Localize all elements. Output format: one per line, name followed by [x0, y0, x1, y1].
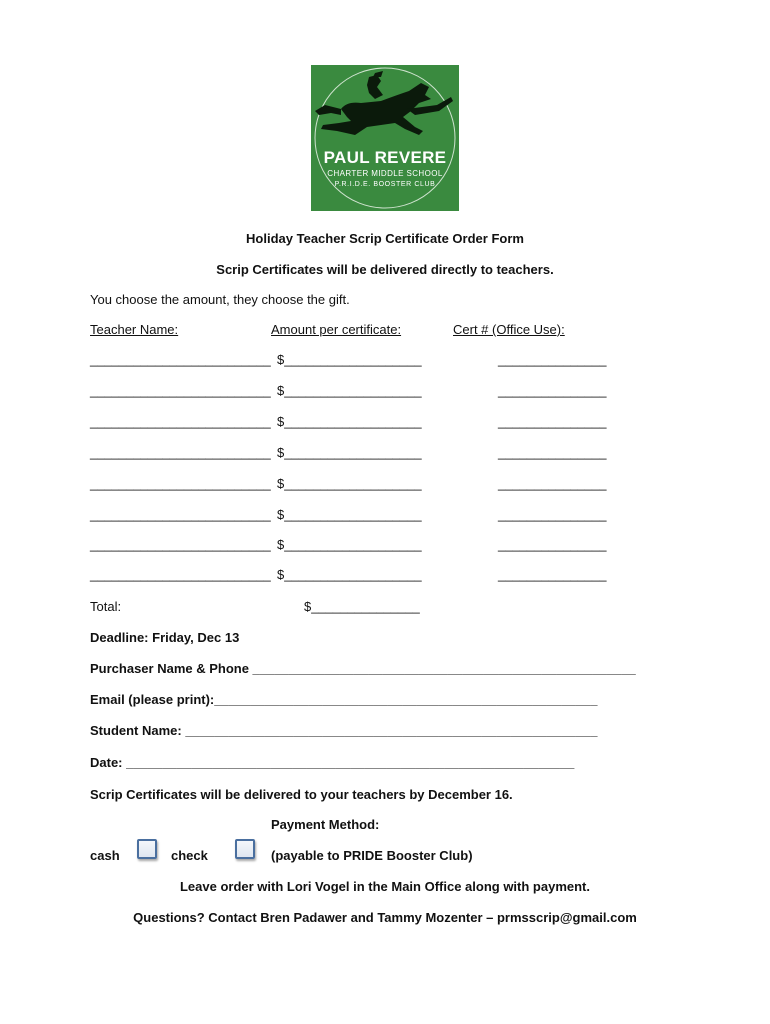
amount-field[interactable]: $___________________ — [277, 383, 422, 398]
questions-contact: Questions? Contact Bren Padawer and Tammy Mozenter – prmsscrip@gmail.com — [133, 910, 637, 925]
amount-field[interactable]: $___________________ — [277, 476, 422, 491]
amount-field[interactable]: $___________________ — [277, 537, 422, 552]
form-subtitle: Scrip Certificates will be delivered directly to teachers. — [216, 262, 554, 277]
payment-method-label: Payment Method: — [271, 817, 380, 832]
cert-field[interactable]: _______________ — [498, 567, 607, 582]
cash-label: cash — [90, 848, 120, 863]
deadline-text: Deadline: Friday, Dec 13 — [90, 630, 240, 645]
intro-text: You choose the amount, they choose the gift. — [90, 292, 350, 307]
teacher-name-header: Teacher Name: — [90, 322, 179, 337]
delivery-note: Scrip Certificates will be delivered to your teachers by December 16. — [90, 787, 513, 802]
amount-field[interactable]: $___________________ — [277, 507, 422, 522]
amount-header: Amount per certificate: — [271, 322, 402, 337]
logo-line-3: P.R.I.D.E. BOOSTER CLUB — [334, 181, 436, 188]
form-title: Holiday Teacher Scrip Certificate Order Form — [246, 231, 524, 246]
purchaser-field[interactable]: Purchaser Name & Phone _____________________________________________________ — [90, 661, 636, 676]
cert-field[interactable]: _______________ — [498, 476, 607, 491]
cert-field[interactable]: _______________ — [498, 445, 607, 460]
cert-field[interactable]: _______________ — [498, 537, 607, 552]
total-label: Total: — [90, 599, 122, 614]
logo-line-1: PAUL REVERE — [323, 148, 447, 167]
cert-field[interactable]: _______________ — [498, 414, 607, 429]
logo-line-2: CHARTER MIDDLE SCHOOL — [327, 169, 443, 178]
date-field[interactable]: Date: ______________________________________________________________ — [90, 755, 575, 770]
check-checkbox[interactable] — [235, 839, 255, 859]
horse-rider-icon — [311, 65, 459, 211]
teacher-name-field[interactable]: _________________________ — [90, 383, 271, 398]
cash-checkbox[interactable] — [137, 839, 157, 859]
amount-field[interactable]: $___________________ — [277, 414, 422, 429]
school-logo — [311, 65, 459, 211]
teacher-name-field[interactable]: _________________________ — [90, 507, 271, 522]
cert-field[interactable]: _______________ — [498, 352, 607, 367]
check-label: check — [171, 848, 208, 863]
amount-field[interactable]: $___________________ — [277, 352, 422, 367]
amount-field[interactable]: $___________________ — [277, 445, 422, 460]
cert-field[interactable]: _______________ — [498, 383, 607, 398]
leave-order-note: Leave order with Lori Vogel in the Main Office along with payment. — [179, 879, 591, 894]
teacher-name-field[interactable]: _________________________ — [90, 476, 271, 491]
total-field[interactable]: $_______________ — [304, 599, 420, 614]
student-name-field[interactable]: Student Name: _________________________________________________________ — [90, 723, 598, 738]
teacher-name-field[interactable]: _________________________ — [90, 537, 271, 552]
payable-note: (payable to PRIDE Booster Club) — [271, 848, 473, 863]
teacher-name-field[interactable]: _________________________ — [90, 352, 271, 367]
email-field[interactable]: Email (please print):_____________________________________________________ — [90, 692, 598, 707]
teacher-name-field[interactable]: _________________________ — [90, 567, 271, 582]
cert-field[interactable]: _______________ — [498, 507, 607, 522]
cert-header: Cert # (Office Use): — [453, 322, 565, 337]
amount-field[interactable]: $___________________ — [277, 567, 422, 582]
teacher-name-field[interactable]: _________________________ — [90, 414, 271, 429]
teacher-name-field[interactable]: _________________________ — [90, 445, 271, 460]
